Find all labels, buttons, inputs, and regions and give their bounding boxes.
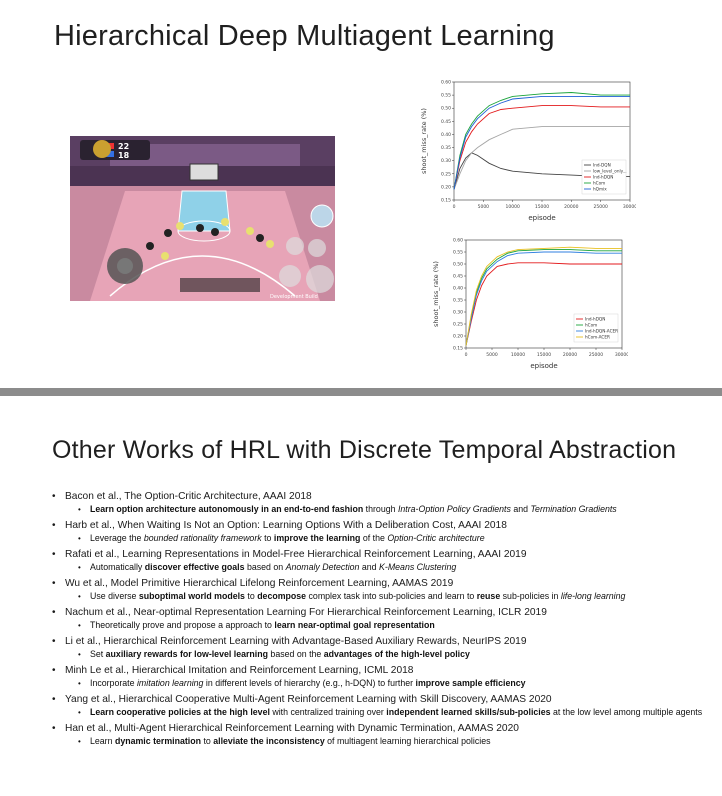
y-tick-label: 0.20 — [452, 334, 463, 340]
work-citation: • Rafati et al., Learning Representations in Model-Free Hierarchical Reinforcement Learning, AAAI 2019 — [52, 547, 712, 562]
work-detail-segment: through — [363, 504, 398, 514]
work-citation: • Minh Le et al., Hierarchical Imitation and Reinforcement Learning, ICML 2018 — [52, 663, 712, 678]
work-detail-segment: Learn — [90, 736, 115, 746]
x-tick-label: 5000 — [477, 205, 490, 210]
work-detail-segment: sub-policies in — [500, 591, 561, 601]
work-detail-segment: of multiagent learning hierarchical policies — [324, 736, 491, 746]
y-tick-label: 0.45 — [452, 274, 463, 280]
score-team-a: 22 — [118, 142, 130, 151]
work-detail — [52, 504, 712, 515]
work-item — [52, 692, 712, 718]
work-detail-segment: and — [510, 504, 531, 514]
legend-entry: hQmix — [593, 186, 607, 192]
x-tick-label: 0 — [452, 205, 456, 210]
work-detail-segment: Termination Gradients — [530, 504, 617, 514]
y-tick-label: 0.40 — [440, 132, 451, 138]
legend-entry: hCom-ACER — [585, 334, 610, 340]
work-detail — [52, 562, 712, 573]
work-detail-segment: dynamic termination — [114, 736, 201, 746]
legend-entry: Ind-DQN — [593, 162, 611, 168]
legend-entry: hCom — [585, 322, 598, 328]
work-detail-segment: improve the learning — [273, 533, 361, 543]
work-detail-segment: Learn option architecture autonomously in an end-to-end fashion — [90, 504, 364, 514]
y-tick-label: 0.20 — [440, 185, 451, 191]
legend-entry: Ind-hDQN-ACER — [585, 328, 619, 334]
basketball-game-screenshot — [70, 136, 335, 301]
work-detail-segment: K-Means Clustering — [379, 562, 457, 572]
work-detail-segment: Option-Critic architecture — [387, 533, 485, 543]
x-tick-label: 20000 — [564, 205, 579, 210]
y-tick-label: 0.30 — [452, 310, 463, 316]
work-detail-segment: complex task into sub-policies and learn to — [306, 591, 477, 601]
work-detail-segment: life-long learning — [560, 591, 626, 601]
y-tick-label: 0.25 — [440, 172, 451, 178]
works-list — [52, 489, 712, 750]
work-detail — [52, 707, 712, 718]
slide-divider — [0, 388, 722, 396]
work-citation: • Han et al., Multi-Agent Hierarchical Reinforcement Learning with Dynamic Termination, AAMAS 2020 — [52, 721, 712, 736]
work-detail-segment: Anomaly Detection — [285, 562, 360, 572]
work-detail-segment: improve sample efficiency — [415, 678, 526, 688]
y-tick-label: 0.50 — [440, 106, 451, 112]
chart-shoot-miss-rate-1 — [416, 76, 636, 226]
score-team-b: 18 — [118, 151, 130, 160]
chart-shoot-miss-rate-2 — [428, 234, 628, 374]
work-detail-segment: advantages of the high-level policy — [323, 649, 470, 659]
work-item — [52, 605, 712, 631]
x-axis-label: episode — [530, 362, 558, 370]
x-tick-label: 25000 — [593, 205, 608, 210]
work-item — [52, 518, 712, 544]
development-build-watermark: Development Build — [270, 294, 318, 300]
work-detail-segment: to — [261, 533, 274, 543]
work-detail-segment: reuse — [476, 591, 501, 601]
work-detail-segment: Leverage the — [90, 533, 144, 543]
x-tick-label: 10000 — [510, 353, 526, 358]
work-citation: • Li et al., Hierarchical Reinforcement Learning with Advantage-Based Auxiliary Rewards, NeurIPS 2019 — [52, 634, 712, 649]
work-detail-segment: Set — [90, 649, 106, 659]
x-tick-label: 5000 — [486, 353, 498, 358]
work-item — [52, 489, 712, 515]
work-detail-segment: in different levels of hierarchy (e.g., h-DQN) to further — [203, 678, 416, 688]
y-tick-label: 0.50 — [452, 262, 463, 268]
work-item — [52, 721, 712, 747]
legend-entry: low_level_only... — [593, 168, 627, 174]
x-tick-label: 30000 — [614, 353, 628, 358]
x-axis-label: episode — [528, 214, 556, 222]
x-tick-label: 30000 — [622, 205, 636, 210]
y-tick-label: 0.30 — [440, 159, 451, 165]
y-axis-label: shoot_miss_rate (%) — [420, 108, 428, 174]
y-tick-label: 0.60 — [440, 80, 451, 86]
legend-entry: Ind-hDQN — [585, 316, 606, 322]
work-detail-segment: Theoretically prove and propose a approach to — [90, 620, 275, 630]
y-axis-label: shoot_miss_rate (%) — [432, 261, 440, 327]
work-detail — [52, 649, 712, 660]
slide-title: Hierarchical Deep Multiagent Learning — [54, 20, 555, 52]
work-detail-segment: of the — [360, 533, 388, 543]
x-tick-label: 0 — [464, 353, 468, 358]
work-detail-segment: bounded rationality framework — [143, 533, 262, 543]
y-tick-label: 0.15 — [440, 198, 451, 204]
work-detail-segment: at the low level among multiple agents — [552, 707, 703, 717]
work-detail-segment: with centralized training over — [269, 707, 387, 717]
work-detail-segment: decompose — [257, 591, 307, 601]
work-detail — [52, 678, 712, 689]
y-tick-label: 0.35 — [452, 298, 463, 304]
work-detail-segment: based on the — [267, 649, 324, 659]
y-tick-label: 0.60 — [452, 238, 463, 244]
chart-svg — [428, 234, 628, 374]
work-citation: • Bacon et al., The Option-Critic Architecture, AAAI 2018 — [52, 489, 712, 504]
x-tick-label: 25000 — [588, 353, 604, 358]
work-detail-segment: to — [201, 736, 214, 746]
work-detail-segment: Automatically — [90, 562, 145, 572]
slide-hierarchical-deep-multiagent — [0, 0, 722, 388]
chart-svg — [416, 76, 636, 226]
work-detail-segment: Intra-Option Policy Gradients — [397, 504, 511, 514]
work-citation: • Wu et al., Model Primitive Hierarchical Lifelong Reinforcement Learning, AAMAS 2019 — [52, 576, 712, 591]
work-detail — [52, 736, 712, 747]
work-item — [52, 576, 712, 602]
slide-other-works-hrl — [0, 396, 722, 796]
work-item — [52, 663, 712, 689]
y-tick-label: 0.35 — [440, 146, 451, 152]
work-detail-segment: to — [244, 591, 258, 601]
work-citation: • Yang et al., Hierarchical Cooperative Multi-Agent Reinforcement Learning with Skill Discovery, AAMAS 2020 — [52, 692, 712, 707]
legend-entry: Ind-hDQN — [593, 174, 614, 180]
x-tick-label: 15000 — [536, 353, 552, 358]
work-detail-segment: learn near-optimal goal representation — [274, 620, 435, 630]
y-tick-label: 0.15 — [452, 346, 463, 352]
work-detail — [52, 533, 712, 544]
x-tick-label: 15000 — [534, 205, 550, 210]
work-detail-segment: based on — [244, 562, 286, 572]
work-item — [52, 634, 712, 660]
y-tick-label: 0.40 — [452, 286, 463, 292]
legend-entry: hCom — [593, 180, 606, 186]
work-detail-segment: Learn cooperative policies at the high level — [90, 707, 270, 717]
work-detail-segment: discover effective goals — [144, 562, 245, 572]
work-detail-segment: imitation learning — [136, 678, 204, 688]
x-tick-label: 20000 — [562, 353, 578, 358]
work-detail-segment: independent learned — [386, 707, 473, 717]
work-citation: • Nachum et al., Near-optimal Representation Learning For Hierarchical Reinforcement Learning, ICLR 2019 — [52, 605, 712, 620]
slide-title-2: Other Works of HRL with Discrete Temporal Abstraction — [52, 436, 677, 464]
y-tick-label: 0.45 — [440, 119, 451, 125]
x-tick-label: 10000 — [505, 205, 520, 210]
work-detail-segment: suboptimal world models — [138, 591, 245, 601]
work-citation: • Harb et al., When Waiting Is Not an Option: Learning Options With a Deliberation Cost, AAAI 2018 — [52, 518, 712, 533]
y-tick-label: 0.25 — [452, 322, 463, 328]
work-detail-segment: Use diverse — [90, 591, 139, 601]
work-detail-segment: auxiliary rewards for low-level learning — [105, 649, 268, 659]
work-detail — [52, 620, 712, 631]
y-tick-label: 0.55 — [452, 250, 463, 256]
work-detail-segment: skills/sub-policies — [472, 707, 553, 717]
work-detail-segment: alleviate the inconsistency — [213, 736, 325, 746]
y-tick-label: 0.55 — [440, 93, 451, 99]
work-detail — [52, 591, 712, 602]
work-item — [52, 547, 712, 573]
work-detail-segment: and — [359, 562, 380, 572]
work-detail-segment: Incorporate — [90, 678, 137, 688]
